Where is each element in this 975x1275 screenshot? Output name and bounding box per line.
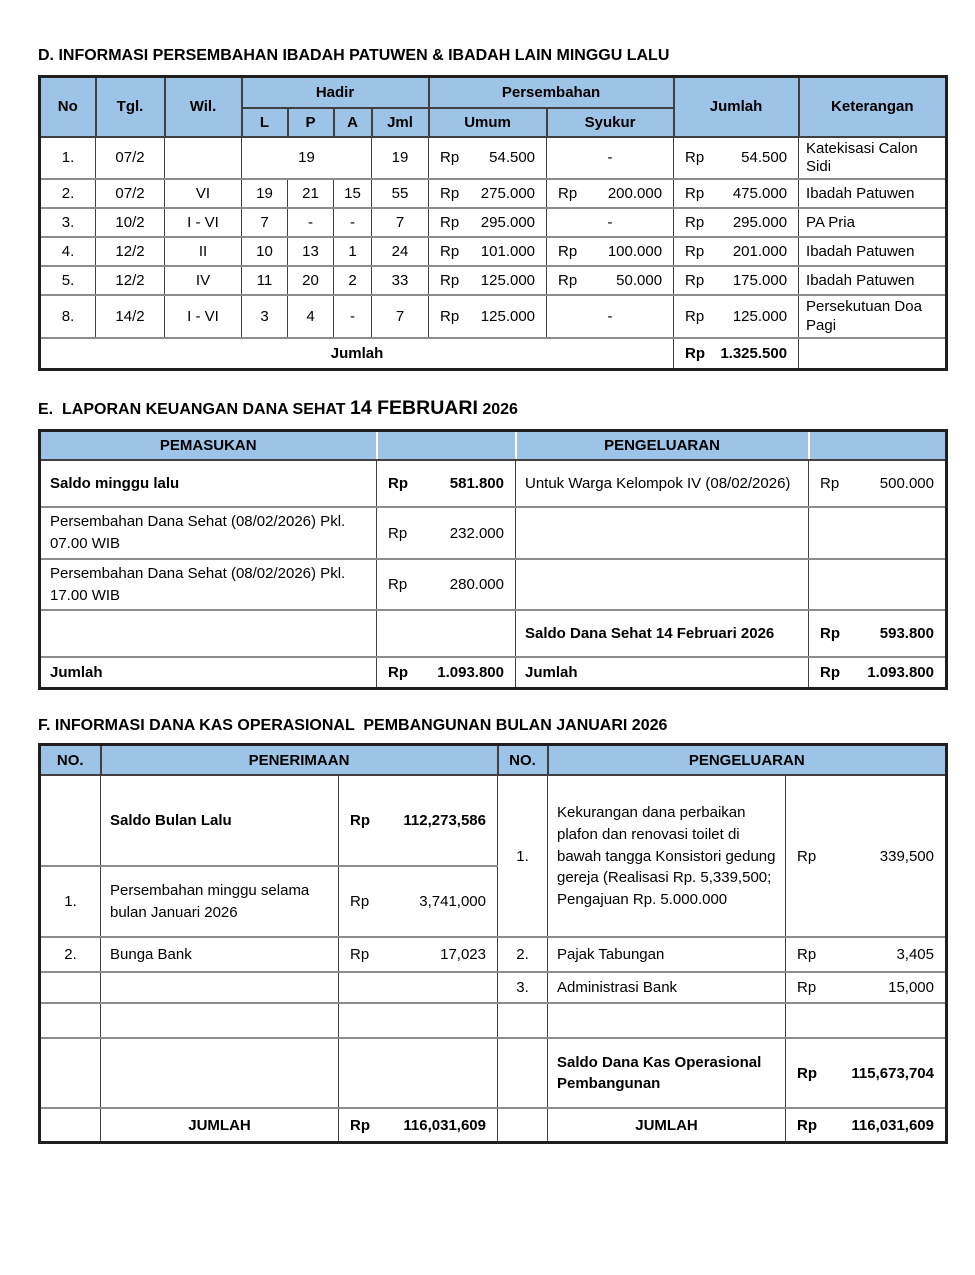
cell-amount: [339, 937, 498, 972]
amount-value: 1.093.800: [437, 664, 504, 682]
col-header-pemasukan-amount: [377, 430, 516, 460]
amount-value: 1.325.500: [720, 345, 788, 363]
cell-jumlah: [674, 137, 799, 180]
amount-value: 54.500: [741, 149, 788, 167]
cell-umum: [429, 137, 547, 180]
amount-value: 50.000: [616, 272, 663, 290]
col-header-keterangan: Keterangan: [799, 77, 947, 137]
cell-out-desc: Untuk Warga Kelompok IV (08/02/2026): [516, 460, 809, 507]
cell-in-desc: Saldo minggu lalu: [40, 460, 377, 507]
total-label: Jumlah: [516, 657, 809, 688]
table-row: [40, 507, 947, 559]
amount-value: 125.000: [480, 272, 536, 290]
cell-no: 5.: [40, 266, 96, 295]
cell-tgl: 12/2: [96, 237, 165, 266]
cell-jml: 7: [372, 208, 429, 237]
amount-value: 232.000: [449, 524, 504, 542]
cell-wil: II: [165, 237, 242, 266]
cell-tgl: 07/2: [96, 137, 165, 180]
amount-value: 200.000: [607, 185, 663, 203]
currency-label: Rp: [350, 812, 370, 830]
cell-in-desc: Persembahan Dana Sehat (08/02/2026) Pkl. 17.00 WIB: [40, 559, 377, 611]
total-amount: [809, 657, 947, 688]
cell-amount: [339, 775, 498, 866]
cell-a: -: [334, 208, 372, 237]
col-header-wil: Wil.: [165, 77, 242, 137]
currency-label: Rp: [350, 1116, 370, 1134]
currency-label: Rp: [558, 243, 578, 261]
total-amount: [786, 1108, 947, 1142]
currency-label: Rp: [440, 272, 460, 290]
cell-wil: IV: [165, 266, 242, 295]
table-total-row: [40, 657, 947, 688]
amount-value: 295.000: [480, 214, 536, 232]
amount-value: 17,023: [440, 946, 486, 964]
currency-label: Rp: [440, 185, 460, 203]
currency-label: Rp: [820, 664, 840, 682]
cell-jml: 19: [372, 137, 429, 180]
cell-tgl: 14/2: [96, 295, 165, 338]
currency-label: Rp: [440, 243, 460, 261]
cell-jml: 33: [372, 266, 429, 295]
cell-desc: [101, 1003, 339, 1038]
cell-out-amount: [809, 507, 947, 559]
cell-wil: I - VI: [165, 208, 242, 237]
cell-hadir-merged: 19: [242, 137, 372, 180]
dana-kas-table: [38, 743, 948, 1144]
amount-value: -: [607, 149, 613, 167]
col-header-no-left: NO.: [40, 744, 101, 775]
cell-tgl: 10/2: [96, 208, 165, 237]
col-header-persembahan: Persembahan: [429, 77, 674, 108]
cell-no: 8.: [40, 295, 96, 338]
cell-p: -: [288, 208, 334, 237]
cell-amount: [339, 866, 498, 937]
cell-a: 2: [334, 266, 372, 295]
cell-no: 1.: [498, 775, 548, 937]
cell-jumlah: [674, 237, 799, 266]
amount-value: 275.000: [480, 185, 536, 203]
cell-p: 21: [288, 179, 334, 208]
cell-desc: Kekurangan dana perbaikan plafon dan renovasi toilet di bawah tangga Konsistori gedung gereja (Realisasi Rp. 5,339,500; Pengajuan Rp. 5.000.000: [548, 775, 786, 937]
cell-no: 2.: [40, 937, 101, 972]
cell-l: 11: [242, 266, 288, 295]
amount-value: 100.000: [607, 243, 663, 261]
cell-amount: [786, 1003, 947, 1038]
cell-syukur: [547, 237, 674, 266]
cell-keterangan: Ibadah Patuwen: [799, 237, 947, 266]
cell-amount: [786, 972, 947, 1003]
currency-label: Rp: [350, 893, 370, 911]
currency-label: Rp: [685, 149, 705, 167]
cell-out-amount: [809, 610, 947, 657]
col-header-umum: Umum: [429, 108, 547, 137]
currency-label: Rp: [797, 979, 817, 997]
col-header-syukur: Syukur: [547, 108, 674, 137]
table-row: [40, 972, 947, 1003]
total-amount: [674, 338, 799, 370]
currency-label: Rp: [558, 272, 578, 290]
currency-label: Rp: [685, 214, 705, 232]
currency-label: Rp: [685, 345, 706, 363]
cell-out-amount: [809, 559, 947, 611]
cell-umum: [429, 237, 547, 266]
table-row: [40, 559, 947, 611]
cell-desc: Bunga Bank: [101, 937, 339, 972]
cell-no: 1.: [40, 866, 101, 937]
cell-umum: [429, 208, 547, 237]
col-header-tgl: Tgl.: [96, 77, 165, 137]
cell-keterangan: Katekisasi Calon Sidi: [799, 137, 947, 180]
currency-label: Rp: [685, 185, 705, 203]
amount-value: 125.000: [480, 308, 536, 326]
cell-no: 3.: [498, 972, 548, 1003]
amount-value: -: [607, 214, 613, 232]
cell-p: 4: [288, 295, 334, 338]
cell-amount: [786, 937, 947, 972]
cell-tgl: 12/2: [96, 266, 165, 295]
cell-jml: 55: [372, 179, 429, 208]
cell-a: -: [334, 295, 372, 338]
cell-syukur: [547, 295, 674, 338]
cell-keterangan: Ibadah Patuwen: [799, 266, 947, 295]
cell-umum: [429, 295, 547, 338]
cell-in-desc: [40, 610, 377, 657]
currency-label: Rp: [797, 1064, 817, 1082]
total-label: JUMLAH: [101, 1108, 339, 1142]
cell-amount: [339, 1003, 498, 1038]
section-e-title: [38, 397, 945, 420]
cell-out-desc: [516, 559, 809, 611]
cell-l: 3: [242, 295, 288, 338]
amount-value: 339,500: [879, 847, 934, 865]
cell-desc: Saldo Dana Kas Operasional Pembangunan: [548, 1038, 786, 1108]
currency-label: Rp: [388, 524, 408, 542]
table-row: [40, 775, 947, 866]
currency-label: Rp: [797, 847, 817, 865]
amount-value: 54.500: [489, 149, 536, 167]
cell-desc: Saldo Bulan Lalu: [101, 775, 339, 866]
section-f-title: F. INFORMASI DANA KAS OPERASIONAL PEMBANGUNAN BULAN JANUARI 2026: [38, 716, 668, 734]
cell-a: 1: [334, 237, 372, 266]
currency-label: Rp: [820, 625, 840, 643]
cell-no: [40, 775, 101, 866]
currency-label: Rp: [685, 308, 705, 326]
table-row: [40, 1038, 947, 1108]
cell-desc: [101, 1038, 339, 1108]
amount-value: 112,273,586: [403, 812, 486, 830]
total-amount: [339, 1108, 498, 1142]
currency-label: Rp: [685, 272, 705, 290]
col-header-pengeluaran: PENGELUARAN: [548, 744, 947, 775]
col-header-l: L: [242, 108, 288, 137]
cell-desc: [101, 972, 339, 1003]
cell-jumlah: [674, 179, 799, 208]
currency-label: Rp: [388, 576, 408, 594]
cell-keterangan: Persekutuan Doa Pagi: [799, 295, 947, 338]
currency-label: Rp: [440, 214, 460, 232]
table-header-row: [40, 744, 947, 775]
cell-in-amount: [377, 610, 516, 657]
amount-value: 201.000: [732, 243, 788, 261]
cell-no: 2.: [498, 937, 548, 972]
cell-desc: Persembahan minggu selama bulan Januari 2026: [101, 866, 339, 937]
amount-value: 116,031,609: [403, 1116, 486, 1134]
cell-jumlah: [674, 208, 799, 237]
cell-no: [498, 1038, 548, 1108]
amount-value: 15,000: [888, 979, 934, 997]
col-header-no: No: [40, 77, 96, 137]
currency-label: Rp: [797, 946, 817, 964]
dana-sehat-table: [38, 429, 948, 690]
table-row: [40, 237, 947, 266]
currency-label: Rp: [350, 946, 370, 964]
cell-keterangan: PA Pria: [799, 208, 947, 237]
cell-amount: [786, 775, 947, 937]
cell-in-amount: [377, 460, 516, 507]
cell-l: 19: [242, 179, 288, 208]
table-row: [40, 460, 947, 507]
cell-l: 7: [242, 208, 288, 237]
cell-in-amount: [377, 507, 516, 559]
cell-p: 13: [288, 237, 334, 266]
cell-l: 10: [242, 237, 288, 266]
amount-value: 295.000: [732, 214, 788, 232]
amount-value: 593.800: [879, 625, 934, 643]
col-header-pengeluaran: PENGELUARAN: [516, 430, 809, 460]
cell-syukur: [547, 137, 674, 180]
cell-no: [498, 1003, 548, 1038]
total-amount: [377, 657, 516, 688]
cell-a: 15: [334, 179, 372, 208]
cell-jml: 24: [372, 237, 429, 266]
cell-no: [40, 1108, 101, 1142]
cell-no: 2.: [40, 179, 96, 208]
cell-no: 3.: [40, 208, 96, 237]
cell-wil: I - VI: [165, 295, 242, 338]
cell-in-desc: Persembahan Dana Sehat (08/02/2026) Pkl. 07.00 WIB: [40, 507, 377, 559]
table-row: [40, 266, 947, 295]
table-row: [40, 179, 947, 208]
amount-value: 115,673,704: [851, 1064, 934, 1082]
amount-value: 475.000: [732, 185, 788, 203]
currency-label: Rp: [440, 308, 460, 326]
amount-value: 125.000: [732, 308, 788, 326]
cell-syukur: [547, 208, 674, 237]
cell-syukur: [547, 179, 674, 208]
cell-in-amount: [377, 559, 516, 611]
cell-jml: 7: [372, 295, 429, 338]
cell-no: [498, 1108, 548, 1142]
cell-tgl: 07/2: [96, 179, 165, 208]
currency-label: Rp: [685, 243, 705, 261]
col-header-hadir: Hadir: [242, 77, 429, 108]
amount-value: 280.000: [449, 576, 504, 594]
table-row: [40, 1003, 947, 1038]
cell-no: 1.: [40, 137, 96, 180]
table-row: [40, 610, 947, 657]
cell-desc: Administrasi Bank: [548, 972, 786, 1003]
section-e-title-year: 2026: [477, 401, 518, 419]
cell-keterangan: [799, 338, 947, 370]
col-header-jumlah: Jumlah: [674, 77, 799, 137]
amount-value: 3,405: [896, 946, 934, 964]
cell-amount: [786, 1038, 947, 1108]
table-row: [40, 295, 947, 338]
col-header-pemasukan: PEMASUKAN: [40, 430, 377, 460]
currency-label: Rp: [440, 149, 460, 167]
currency-label: Rp: [388, 475, 408, 493]
total-label: Jumlah: [40, 657, 377, 688]
cell-amount: [339, 1038, 498, 1108]
cell-keterangan: Ibadah Patuwen: [799, 179, 947, 208]
amount-value: 581.800: [449, 475, 504, 493]
persembahan-table: [38, 75, 948, 371]
amount-value: 101.000: [480, 243, 536, 261]
amount-value: 3,741,000: [419, 893, 486, 911]
table-header-row: [40, 77, 947, 108]
cell-amount: [339, 972, 498, 1003]
cell-p: 20: [288, 266, 334, 295]
cell-out-desc: Saldo Dana Sehat 14 Februari 2026: [516, 610, 809, 657]
table-total-row: [40, 338, 947, 370]
amount-value: 116,031,609: [851, 1116, 934, 1134]
col-header-pengeluaran-amount: [809, 430, 947, 460]
cell-desc: [548, 1003, 786, 1038]
cell-jumlah: [674, 295, 799, 338]
cell-no: 4.: [40, 237, 96, 266]
cell-no: [40, 972, 101, 1003]
cell-wil: VI: [165, 179, 242, 208]
amount-value: 1.093.800: [867, 664, 934, 682]
col-header-a: A: [334, 108, 372, 137]
col-header-p: P: [288, 108, 334, 137]
cell-jumlah: [674, 266, 799, 295]
total-label: JUMLAH: [548, 1108, 786, 1142]
total-label: Jumlah: [40, 338, 674, 370]
col-header-penerimaan: PENERIMAAN: [101, 744, 498, 775]
amount-value: 500.000: [879, 475, 934, 493]
col-header-no-right: NO.: [498, 744, 548, 775]
currency-label: Rp: [797, 1116, 817, 1134]
cell-wil: [165, 137, 242, 180]
cell-out-desc: [516, 507, 809, 559]
cell-umum: [429, 179, 547, 208]
table-row: [40, 137, 947, 180]
cell-umum: [429, 266, 547, 295]
currency-label: Rp: [558, 185, 578, 203]
cell-desc: Pajak Tabungan: [548, 937, 786, 972]
currency-label: Rp: [820, 475, 840, 493]
cell-syukur: [547, 266, 674, 295]
cell-no: [40, 1003, 101, 1038]
table-total-row: [40, 1108, 947, 1142]
table-row: [40, 937, 947, 972]
table-row: [40, 208, 947, 237]
section-e-title-prefix: E. LAPORAN KEUANGAN DANA SEHAT: [38, 401, 351, 419]
cell-out-amount: [809, 460, 947, 507]
amount-value: 175.000: [732, 272, 788, 290]
section-d-title: D. INFORMASI PERSEMBAHAN IBADAH PATUWEN & IBADAH LAIN MINGGU LALU: [38, 47, 670, 64]
amount-value: -: [607, 308, 613, 326]
col-header-jml: Jml: [372, 108, 429, 137]
currency-label: Rp: [388, 664, 408, 682]
cell-no: [40, 1038, 101, 1108]
section-e-title-date: 14 FEBRUARI: [350, 397, 478, 420]
table-header-row: [40, 430, 947, 460]
